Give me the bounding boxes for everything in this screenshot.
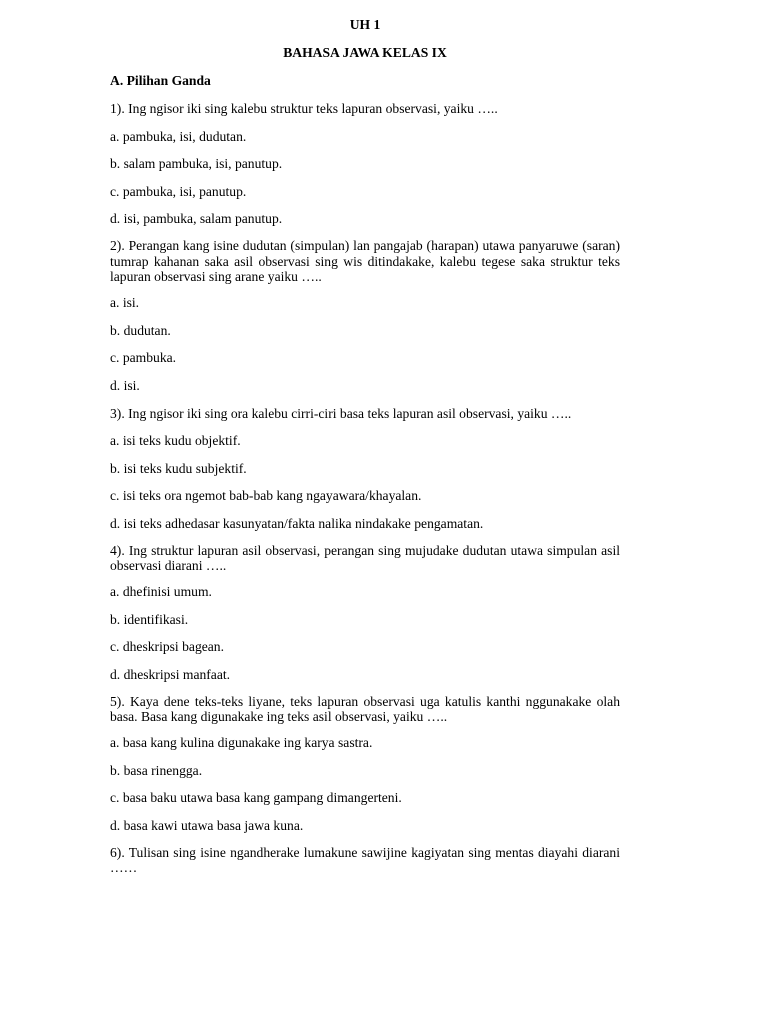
- answer-option: d. isi, pambuka, salam panutup.: [110, 211, 283, 226]
- question-block-2: [110, 238, 620, 395]
- answer-option: a. dhefinisi umum.: [110, 584, 212, 599]
- question-block-3: [110, 405, 620, 533]
- answer-option: a. isi teks kudu objektif.: [110, 433, 241, 448]
- question-text: 5). Kaya dene teks-teks liyane, teks lapuran observasi uga katulis kanthi nggunakake olah basa. Basa kang digunakake ing teks asil observasi, yaiku …..: [110, 693, 620, 724]
- question-block-4: [110, 543, 620, 684]
- answer-option: a. pambuka, isi, dudutan.: [110, 128, 247, 144]
- section-heading: A. Pilihan Ganda: [110, 73, 211, 88]
- answer-option: d. basa kawi utawa basa jawa kuna.: [110, 817, 304, 833]
- answer-option: b. basa rinengga.: [110, 762, 203, 778]
- document-subtitle: BAHASA JAWA KELAS IX: [283, 45, 447, 60]
- answer-option: c. pambuka.: [110, 350, 177, 365]
- question-block-1: [110, 100, 620, 228]
- question-text: 2). Perangan kang isine dudutan (simpulan) lan pangajab (harapan) utawa panyaruwe (saran) tumrap kahanan saka asil observasi sing wis ditindakake, kalebu tegese saka struktur teks lapuran observasi sing arane yaiku …..: [110, 238, 620, 284]
- answer-option: a. basa kang kulina digunakake ing karya sastra.: [110, 735, 373, 750]
- document-title: UH 1: [349, 17, 381, 32]
- answer-option: a. isi.: [110, 295, 140, 310]
- answer-option: d. isi.: [110, 377, 140, 393]
- answer-option: b. identifikasi.: [110, 611, 189, 627]
- answer-option: c. pambuka, isi, panutup.: [110, 183, 247, 199]
- question-text: 3). Ing ngisor iki sing ora kalebu cirri-ciri basa teks lapuran asil observasi, yaiku …..: [110, 405, 572, 421]
- answer-option: b. dudutan.: [110, 322, 171, 338]
- question-text: 1). Ing ngisor iki sing kalebu struktur teks lapuran observasi, yaiku …..: [110, 101, 498, 116]
- answer-option: c. dheskripsi bagean.: [110, 639, 225, 654]
- question-block-6: [110, 845, 620, 876]
- document-page: [110, 16, 620, 876]
- question-block-5: [110, 694, 620, 835]
- answer-option: d. dheskripsi manfaat.: [110, 666, 231, 682]
- question-text: 4). Ing struktur lapuran asil observasi, perangan sing mujudake dudutan utawa simpulan asil observasi diarani …..: [110, 542, 620, 573]
- answer-option: b. salam pambuka, isi, panutup.: [110, 156, 283, 171]
- question-text: 6). Tulisan sing isine ngandherake lumakune sawijine kagiyatan sing mentas diayahi diarani ……: [110, 844, 620, 875]
- answer-option: d. isi teks adhedasar kasunyatan/fakta nalika nindakake pengamatan.: [110, 515, 484, 531]
- answer-option: b. isi teks kudu subjektif.: [110, 460, 247, 476]
- answer-option: c. basa baku utawa basa kang gampang dimangerteni.: [110, 790, 402, 805]
- answer-option: c. isi teks ora ngemot bab-bab kang ngayawara/khayalan.: [110, 488, 422, 503]
